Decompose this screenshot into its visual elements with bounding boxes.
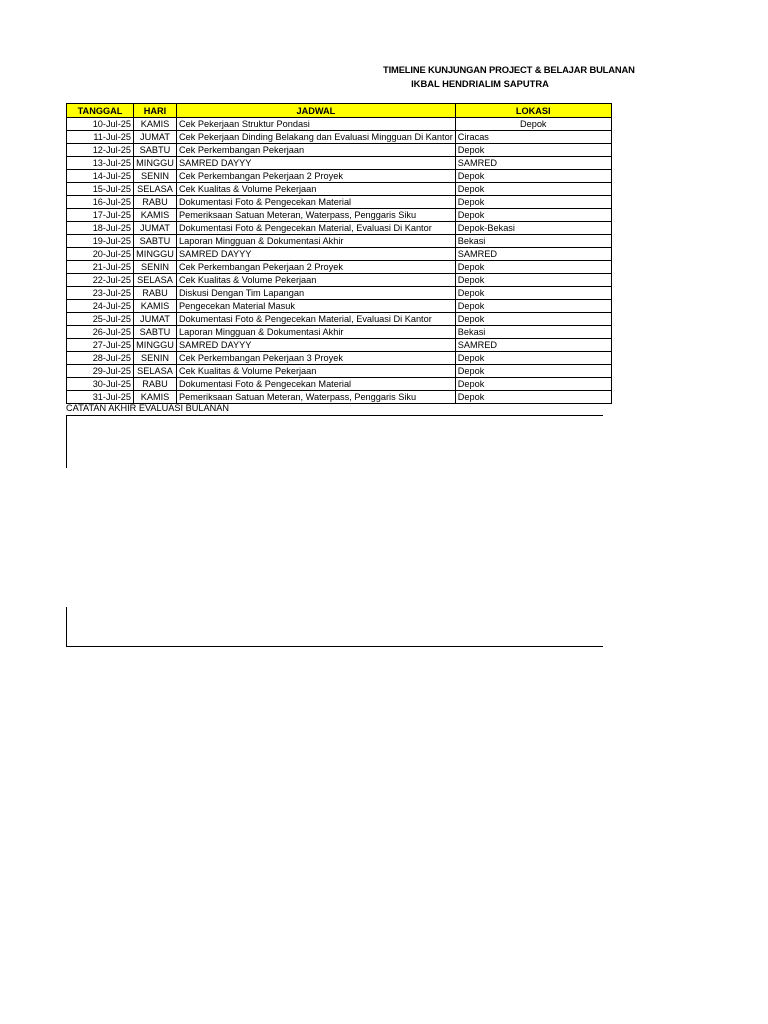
cell-date: 29-Jul-25 — [67, 365, 134, 378]
cell-date: 13-Jul-25 — [67, 157, 134, 170]
cell-location: Depok-Bekasi — [455, 222, 611, 235]
notes-label: CATATAN AKHIR EVALUASI BULANAN — [66, 403, 230, 413]
table-row — [67, 235, 612, 248]
cell-location: Ciracas — [455, 131, 611, 144]
cell-day: SENIN — [134, 261, 177, 274]
header-day: HARI — [134, 104, 177, 118]
header-schedule: JADWAL — [177, 104, 456, 118]
cell-date: 23-Jul-25 — [67, 287, 134, 300]
cell-day: KAMIS — [134, 209, 177, 222]
cell-day: KAMIS — [134, 300, 177, 313]
table-row — [67, 261, 612, 274]
cell-schedule: SAMRED DAYYY — [177, 248, 456, 261]
cell-day: RABU — [134, 378, 177, 391]
cell-day: SENIN — [134, 352, 177, 365]
document-subtitle: IKBAL HENDRIALIM SAPUTRA — [411, 78, 549, 89]
cell-location: SAMRED — [455, 339, 611, 352]
header-location: LOKASI — [455, 104, 611, 118]
cell-day: MINGGU — [134, 248, 177, 261]
cell-schedule: Pemeriksaan Satuan Meteran, Waterpass, Penggaris Siku — [177, 391, 456, 404]
cell-day: JUMAT — [134, 222, 177, 235]
cell-day: JUMAT — [134, 131, 177, 144]
header-date: TANGGAL — [67, 104, 134, 118]
table-row — [67, 313, 612, 326]
cell-location: Depok — [455, 209, 611, 222]
cell-schedule: Laporan Mingguan & Dokumentasi Akhir — [177, 326, 456, 339]
document-title: TIMELINE KUNJUNGAN PROJECT & BELAJAR BULANAN — [383, 64, 635, 75]
cell-date: 24-Jul-25 — [67, 300, 134, 313]
cell-schedule: Cek Perkembangan Pekerjaan 3 Proyek — [177, 352, 456, 365]
cell-location: Depok — [455, 118, 611, 131]
cell-day: MINGGU — [134, 339, 177, 352]
cell-location: Depok — [455, 144, 611, 157]
cell-schedule: Dokumentasi Foto & Pengecekan Material, Evaluasi Di Kantor — [177, 222, 456, 235]
cell-date: 15-Jul-25 — [67, 183, 134, 196]
cell-location: Bekasi — [455, 235, 611, 248]
cell-location: Depok — [455, 313, 611, 326]
cell-day: SELASA — [134, 274, 177, 287]
cell-schedule: Dokumentasi Foto & Pengecekan Material — [177, 378, 456, 391]
table-header-row — [67, 104, 612, 118]
cell-location: Depok — [455, 170, 611, 183]
cell-day: RABU — [134, 287, 177, 300]
table-row — [67, 183, 612, 196]
cell-date: 17-Jul-25 — [67, 209, 134, 222]
table-row — [67, 365, 612, 378]
cell-day: KAMIS — [134, 118, 177, 131]
table-row — [67, 196, 612, 209]
table-row — [67, 326, 612, 339]
cell-date: 25-Jul-25 — [67, 313, 134, 326]
cell-day: MINGGU — [134, 157, 177, 170]
cell-schedule: Dokumentasi Foto & Pengecekan Material — [177, 196, 456, 209]
cell-date: 11-Jul-25 — [67, 131, 134, 144]
cell-schedule: Diskusi Dengan Tim Lapangan — [177, 287, 456, 300]
cell-schedule: Cek Perkembangan Pekerjaan — [177, 144, 456, 157]
cell-location: Depok — [455, 287, 611, 300]
cell-location: Depok — [455, 352, 611, 365]
cell-date: 31-Jul-25 — [67, 391, 134, 404]
table-row — [67, 118, 612, 131]
cell-day: KAMIS — [134, 391, 177, 404]
table-row — [67, 248, 612, 261]
cell-location: Depok — [455, 274, 611, 287]
table-row — [67, 339, 612, 352]
cell-day: RABU — [134, 196, 177, 209]
cell-location: SAMRED — [455, 248, 611, 261]
table-row — [67, 157, 612, 170]
cell-date: 16-Jul-25 — [67, 196, 134, 209]
cell-location: Depok — [455, 365, 611, 378]
cell-date: 28-Jul-25 — [67, 352, 134, 365]
cell-schedule: Cek Perkembangan Pekerjaan 2 Proyek — [177, 170, 456, 183]
cell-schedule: Cek Kualitas & Volume Pekerjaan — [177, 365, 456, 378]
cell-day: SELASA — [134, 365, 177, 378]
cell-location: Bekasi — [455, 326, 611, 339]
cell-day: SABTU — [134, 144, 177, 157]
cell-schedule: Cek Pekerjaan Dinding Belakang dan Evaluasi Mingguan Di Kantor — [177, 131, 456, 144]
cell-location: Depok — [455, 183, 611, 196]
cell-date: 27-Jul-25 — [67, 339, 134, 352]
cell-date: 19-Jul-25 — [67, 235, 134, 248]
cell-date: 12-Jul-25 — [67, 144, 134, 157]
table-row — [67, 378, 612, 391]
cell-date: 26-Jul-25 — [67, 326, 134, 339]
cell-schedule: SAMRED DAYYY — [177, 157, 456, 170]
cell-date: 30-Jul-25 — [67, 378, 134, 391]
cell-location: Depok — [455, 261, 611, 274]
cell-schedule: Pemeriksaan Satuan Meteran, Waterpass, Penggaris Siku — [177, 209, 456, 222]
table-row — [67, 287, 612, 300]
cell-schedule: Cek Perkembangan Pekerjaan 2 Proyek — [177, 261, 456, 274]
cell-location: Depok — [455, 391, 611, 404]
cell-location: Depok — [455, 378, 611, 391]
cell-day: SENIN — [134, 170, 177, 183]
cell-location: Depok — [455, 300, 611, 313]
cell-schedule: Laporan Mingguan & Dokumentasi Akhir — [177, 235, 456, 248]
cell-date: 14-Jul-25 — [67, 170, 134, 183]
table-row — [67, 391, 612, 404]
cell-date: 20-Jul-25 — [67, 248, 134, 261]
table-row — [67, 170, 612, 183]
table-row — [67, 144, 612, 157]
table-row — [67, 131, 612, 144]
timeline-table — [66, 103, 612, 404]
cell-schedule: Cek Pekerjaan Struktur Pondasi — [177, 118, 456, 131]
cell-day: SELASA — [134, 183, 177, 196]
table-row — [67, 274, 612, 287]
cell-schedule: Cek Kualitas & Volume Pekerjaan — [177, 274, 456, 287]
cell-schedule: Dokumentasi Foto & Pengecekan Material, Evaluasi Di Kantor — [177, 313, 456, 326]
cell-location: SAMRED — [455, 157, 611, 170]
cell-date: 21-Jul-25 — [67, 261, 134, 274]
cell-day: SABTU — [134, 235, 177, 248]
cell-date: 10-Jul-25 — [67, 118, 134, 131]
table-body — [67, 118, 612, 404]
cell-schedule: Pengecekan Material Masuk — [177, 300, 456, 313]
table-row — [67, 222, 612, 235]
table-row — [67, 209, 612, 222]
cell-schedule: Cek Kualitas & Volume Pekerjaan — [177, 183, 456, 196]
table-row — [67, 352, 612, 365]
table-row — [67, 300, 612, 313]
cell-date: 18-Jul-25 — [67, 222, 134, 235]
cell-day: SABTU — [134, 326, 177, 339]
cell-location: Depok — [455, 196, 611, 209]
cell-day: JUMAT — [134, 313, 177, 326]
cell-schedule: SAMRED DAYYY — [177, 339, 456, 352]
cell-date: 22-Jul-25 — [67, 274, 134, 287]
